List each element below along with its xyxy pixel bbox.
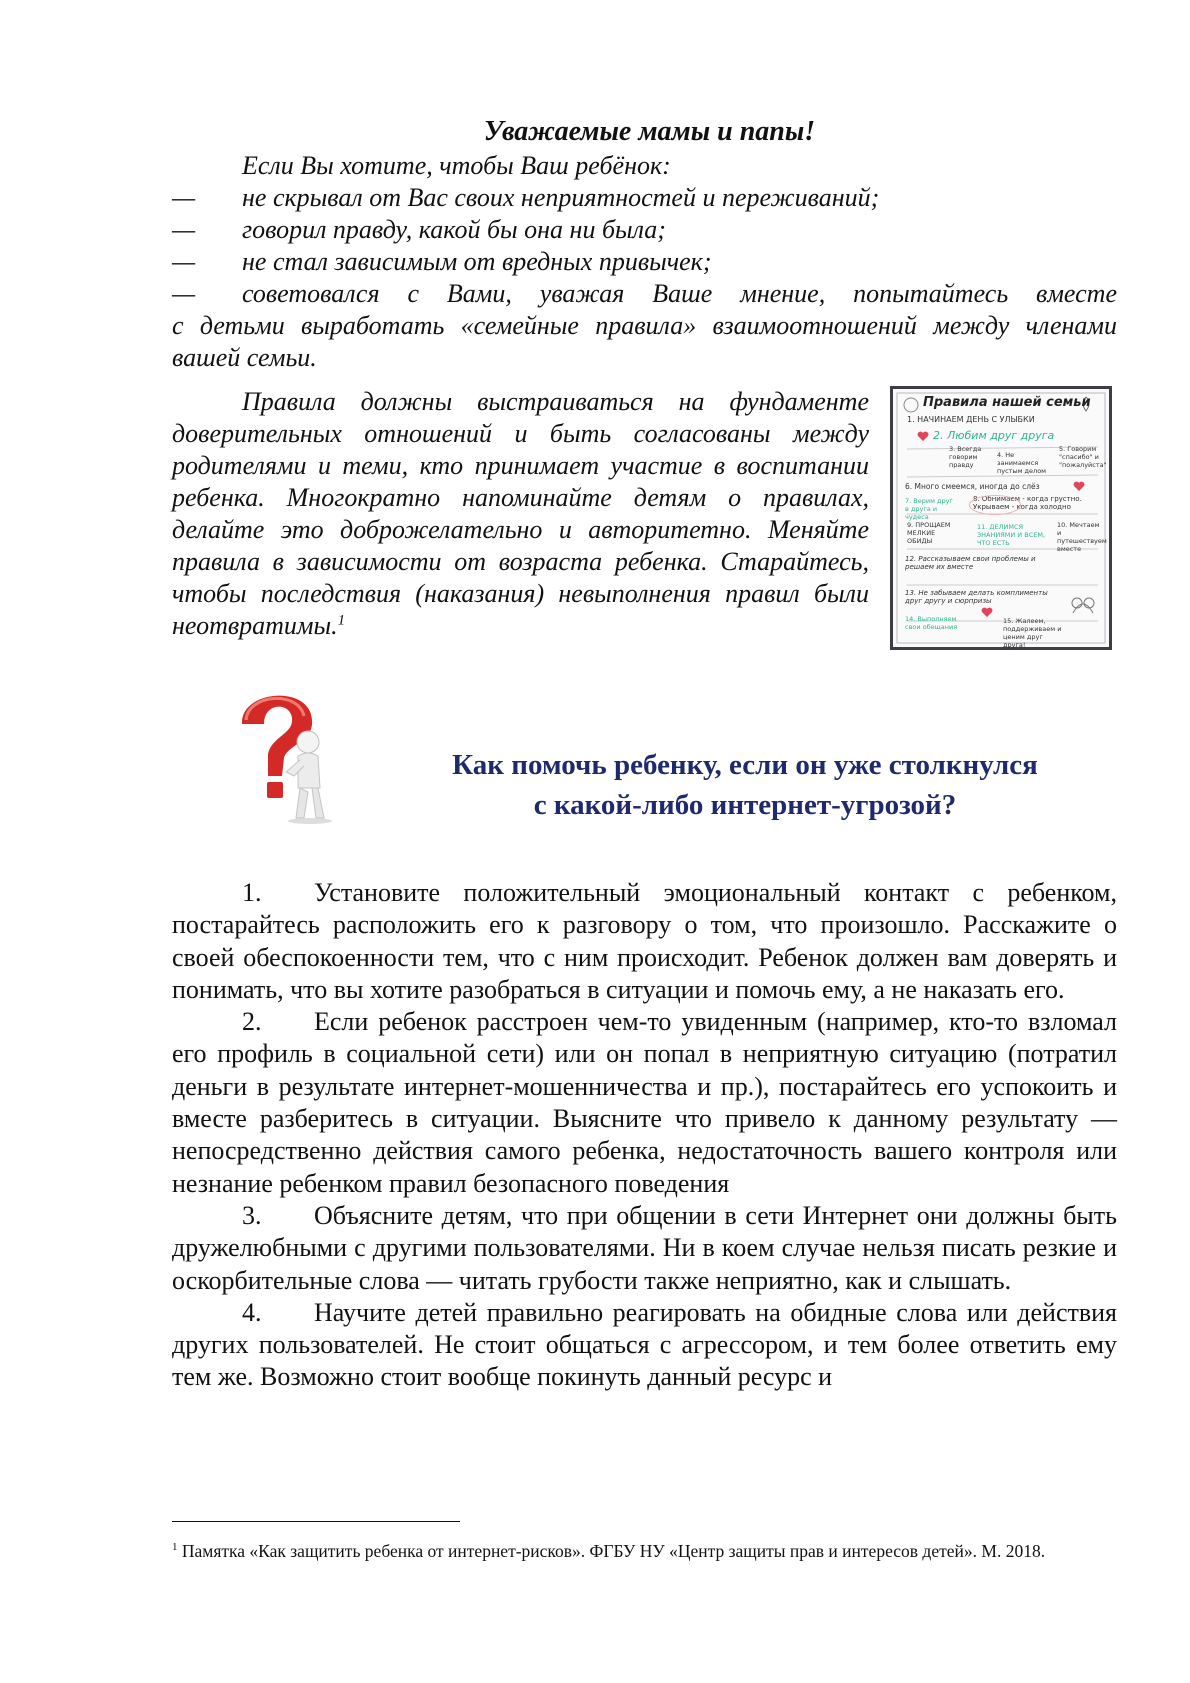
poster-line: 8. Обнимаем - когда грустно. Укрываем - когда холодно xyxy=(973,495,1082,511)
intro-item-text: не стал зависимым от вредных привычек; xyxy=(242,247,712,276)
poster-line: 3. Всегда говорим правду xyxy=(949,445,982,469)
footnote-text: Памятка «Как защитить ребенка от интернет-рисков». ФГБУ НУ «Центр защиты прав и интересов детей». М. 2018. xyxy=(177,1540,1046,1561)
footnote-mark: 1 xyxy=(172,1541,178,1553)
intro-item-text: говорил правду, какой бы она ни была; xyxy=(242,215,666,244)
rules-paragraph xyxy=(172,386,869,642)
poster-title: Правила нашей семьи xyxy=(923,395,1091,410)
dash-marker: — xyxy=(172,247,196,276)
footnote xyxy=(172,1535,1117,1563)
list-item xyxy=(172,1297,1117,1394)
advice-list xyxy=(172,877,1117,1394)
footnote-divider xyxy=(172,1521,460,1522)
section-heading-line: с какой-либо интернет-угрозой? xyxy=(533,789,957,821)
list-item xyxy=(172,1006,1117,1200)
poster-line: 12. Рассказываем свои проблемы и решаем их вместе xyxy=(905,555,1036,571)
list-item-number: 3. xyxy=(242,1200,262,1230)
poster-line: 6. Много смеемся, иногда до слёз xyxy=(905,482,1040,491)
dash-marker: — xyxy=(172,279,196,308)
list-item-number: 1. xyxy=(242,878,262,907)
list-item-text: Установите положительный эмоциональный контакт с ребенком, постарайтесь расположить его к разговору о том, что произошло. Расскажите о своей обеспокоенности тем, что с ним происходит. Ребенок должен вам доверять и понимать, что вы хотите разобраться в ситуации и помочь ему, а не наказать его. xyxy=(172,878,1117,1004)
poster-line: 1. НАЧИНАЕМ ДЕНЬ С УЛЫБКИ xyxy=(907,415,1035,424)
list-item xyxy=(172,877,1117,1006)
dash-marker: — xyxy=(172,215,196,244)
poster-line: 9. ПРОЩАЕМ МЕЛКИЕ ОБИДЫ xyxy=(907,521,951,545)
poster-line: 13. Не забываем делать комплименты друг другу и сюрпризы xyxy=(905,589,1048,605)
intro-continuation: с детьми выработать «семейные правила» взаимоотношений между членами вашей семьи. xyxy=(172,311,1117,372)
intro-lead: Если Вы хотите, чтобы Ваш ребёнок: xyxy=(242,151,671,180)
list-item-text: Объясните детям, что при общении в сети Интернет они должны быть дружелюбными с другими пользователями. Ни в коем случае нельзя писать резкие и оскорбительные слова — читать грубости также неприятно, как и слышать. xyxy=(172,1200,1117,1295)
intro-item xyxy=(172,182,1117,214)
heart-icon xyxy=(1073,481,1085,492)
poster-line: 11. ДЕЛИМСЯ ЗНАНИЯМИ И ВСЕМ, ЧТО ЕСТЬ xyxy=(977,523,1046,547)
heart-icon xyxy=(981,607,993,618)
poster-line: 14. Выполняем свои обещания xyxy=(905,615,958,631)
intro-item xyxy=(172,246,1117,278)
poster-line: 10. Мечтаем и путешествуем вместе xyxy=(1057,521,1107,553)
poster-line: 7. Верим друг в друга и чудеса xyxy=(905,497,953,521)
poster-line: 4. Не занимаемся пустым делом xyxy=(997,451,1047,475)
footnote-ref: 1 xyxy=(337,612,346,629)
poster-highlight-decor xyxy=(969,495,1021,515)
list-item-number: 2. xyxy=(242,1007,262,1037)
rules-paragraph-text: Правила должны выстраиваться на фундаменте доверительных отношений и быть согласованы между родителями и теми, кто принимает участие в воспитании ребенка. Многократно напоминайте детям о правилах, делайте это доброжелательно и авторитетно. Меняйте правила в зависимости от возраста ребенка. Старайтесь, чтобы последствия (наказания) невыполнения правил были неотвратимы. xyxy=(172,387,869,640)
dash-marker: — xyxy=(172,183,196,212)
section-heading-line: Как помочь ребенку, если он уже столкнулся xyxy=(452,749,1038,781)
section-heading xyxy=(360,745,1130,825)
intro-item-text: не скрывал от Вас своих неприятностей и переживаний; xyxy=(242,183,880,212)
list-item xyxy=(172,1200,1117,1297)
family-rules-poster xyxy=(890,386,1112,650)
poster-line: 15. Жалеем, поддерживаем и ценим друг друга! xyxy=(1003,617,1062,649)
list-item-number: 4. xyxy=(242,1297,262,1327)
intro-item xyxy=(172,214,1117,246)
poster-line: 5. Говорим "спасибо" и "пожалуйста" xyxy=(1059,445,1107,469)
intro-block xyxy=(172,114,1117,374)
poster-line: 2. Любим друг друга xyxy=(933,429,1055,442)
intro-title: Уважаемые мамы и папы! xyxy=(483,116,816,147)
list-item-text: Научите детей правильно реагировать на обидные слова или действия других пользователей. Не стоит общаться с агрессором, и тем более ответить ему тем же. Возможно стоит вообще покинуть данный ресурс и xyxy=(172,1297,1117,1392)
intro-item xyxy=(172,278,1117,310)
question-figure-icon xyxy=(228,680,338,825)
intro-item-text: советовался с Вами, уважая Ваше мнение, попытайтесь вместе xyxy=(242,279,1117,308)
list-item-text: Если ребенок расстроен чем-то увиденным (например, кто-то взломал его профиль в социальной сети) или он попал в неприятную ситуацию (потратил деньги в результате интернет-мошенничества и пр.), постарайтесь его успокоить и вместе разберитесь в ситуации. Выясните что привело к данному результату — непосредственно действия самого ребенка, недостаточность вашего контроля или незнание ребенком правил безопасного поведения xyxy=(172,1007,1117,1198)
heart-icon xyxy=(917,431,929,442)
